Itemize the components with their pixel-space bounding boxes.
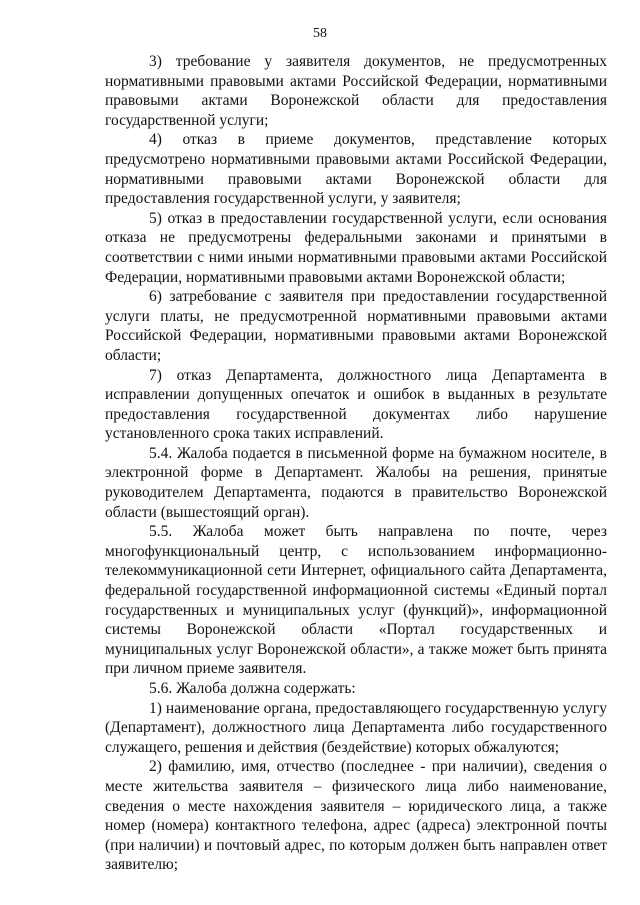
list-item-3: 3) требование у заявителя документов, не предусмотренных нормативными правовыми актами Российской Федерации, нормативными правовыми актами Воронежской области для предоставления государственной услуги;: [105, 53, 607, 129]
document-body: [105, 52, 607, 875]
section-5-5: 5.5. Жалоба может быть направлена по почте, через многофункциональный центр, с использованием информационно-телекоммуникационной сети Интернет, официального сайта Департамента, федеральной государственной информационной системы «Единый портал государственных и муниципальных услуг (функций)», информационной системы Воронежской области «Портал государственных и муниципальных услуг Воронежской области», а также может быть принята при личном приеме заявителя.: [105, 523, 607, 678]
page-number: 58: [313, 26, 327, 41]
requirement-item-1: 1) наименование органа, предоставляющего государственную услугу (Департамент), должностного лица Департамента либо государственного служащего, решения и действия (бездействие) которых обжалуются;: [105, 699, 607, 756]
list-item-5: 5) отказ в предоставлении государственной услуги, если основания отказа не предусмотрены федеральными законами и принятыми в соответствии с ними иными нормативными правовыми актами Российской Федерации, нормативными правовыми актами Воронежской области;: [105, 209, 607, 286]
list-item-7: 7) отказ Департамента, должностного лица Департамента в исправлении допущенных опечаток и ошибок в выданных в результате предоставления государственной документах либо нарушение установленного срока таких исправлений.: [105, 366, 607, 443]
section-5-6: 5.6. Жалоба должна содержать:: [149, 680, 356, 697]
list-item-6: 6) затребование с заявителя при предоставлении государственной услуги платы, не предусмотренной нормативными правовыми актами Российской Федерации, нормативными правовыми актами Воронежской области;: [105, 288, 607, 364]
requirement-item-2: 2) фамилию, имя, отчество (последнее - при наличии), сведения о месте жительства заявителя – физического лица либо наименование, сведения о месте нахождения заявителя – юридического лица, а также номер (номера) контактного телефона, адрес (адреса) электронной почты (при наличии) и почтовый адрес, по которым должен быть направлен ответ заявителю;: [105, 758, 607, 874]
section-5-4: 5.4. Жалоба подается в письменной форме на бумажном носителе, в электронной форме в Департамент. Жалобы на решения, принятые руководителем Департамента, подаются в правительство Воронежской области (вышестоящий орган).: [105, 444, 607, 521]
list-item-4: 4) отказ в приеме документов, представление которых предусмотрено нормативными правовыми актами Российской Федерации, нормативными правовыми актами Воронежской области для предоставления государственной услуги, у заявителя;: [105, 131, 607, 208]
